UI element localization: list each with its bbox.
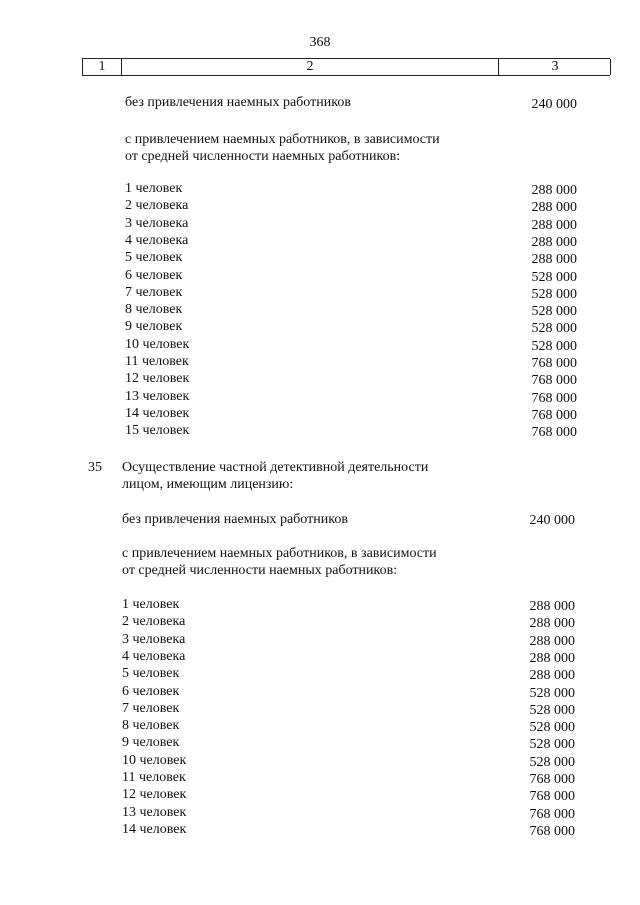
worker-count-value: 768 000 xyxy=(529,823,575,839)
column-header-1: 1 xyxy=(82,59,122,75)
worker-count-value: 288 000 xyxy=(529,668,575,684)
worker-count-label: 11 человек xyxy=(125,354,189,369)
item-title-line-2: лицом, имеющим лицензию: xyxy=(122,477,294,492)
without-workers-value: 240 000 xyxy=(531,97,577,112)
worker-count-value: 288 000 xyxy=(529,633,575,649)
worker-count-label: 2 человека xyxy=(122,614,186,630)
worker-count-value: 768 000 xyxy=(531,356,577,371)
column-header-3: 3 xyxy=(500,59,611,75)
worker-count-label: 11 человек xyxy=(122,770,186,785)
worker-count-value: 528 000 xyxy=(531,338,577,354)
worker-count-value: 528 000 xyxy=(531,304,577,320)
worker-count-value: 528 000 xyxy=(529,720,575,736)
worker-count-value: 768 000 xyxy=(531,390,577,406)
worker-count-label: 7 человек xyxy=(125,284,183,300)
with-workers-line-1-b: с привлечением наемных работников, в зависимости xyxy=(122,546,437,561)
worker-count-label: 14 человек xyxy=(122,821,187,837)
without-workers-label: без привлечения наемных работников xyxy=(125,95,351,110)
worker-count-value: 528 000 xyxy=(531,269,577,285)
worker-count-label: 9 человек xyxy=(125,319,183,335)
worker-count-label: 6 человек xyxy=(122,683,180,699)
worker-count-label: 5 человек xyxy=(122,666,180,682)
worker-count-value: 528 000 xyxy=(529,737,575,753)
worker-count-label: 13 человек xyxy=(122,804,187,820)
worker-count-value: 528 000 xyxy=(529,702,575,718)
item-number: 35 xyxy=(88,460,102,475)
worker-count-label: 10 человек xyxy=(122,752,187,768)
page-number: 368 xyxy=(309,35,331,50)
worker-count-value: 288 000 xyxy=(531,234,577,250)
worker-count-label: 10 человек xyxy=(125,336,190,352)
worker-count-label: 9 человек xyxy=(122,735,180,751)
worker-count-value: 528 000 xyxy=(529,685,575,701)
worker-count-value: 768 000 xyxy=(531,373,577,389)
worker-count-label: 8 человек xyxy=(122,718,180,734)
with-workers-line-1: с привлечением наемных работников, в зависимости xyxy=(125,132,440,147)
worker-count-label: 7 человек xyxy=(122,700,180,716)
with-workers-line-2-b: от средней численности наемных работников: xyxy=(122,563,398,578)
worker-count-label: 5 человек xyxy=(125,250,183,266)
with-workers-line-2: от средней численности наемных работников: xyxy=(125,149,401,164)
worker-count-value: 288 000 xyxy=(529,616,575,632)
worker-count-value: 768 000 xyxy=(531,425,577,441)
worker-count-label: 12 человек xyxy=(122,787,187,803)
worker-count-label: 6 человек xyxy=(125,267,183,283)
worker-count-label: 1 человек xyxy=(122,597,180,612)
worker-count-label: 1 человек xyxy=(125,181,183,196)
item-title-line-1: Осуществление частной детективной деятельности xyxy=(122,460,429,475)
worker-count-label: 3 человека xyxy=(122,631,186,647)
worker-count-value: 768 000 xyxy=(529,772,575,787)
worker-count-label: 15 человек xyxy=(125,423,190,439)
worker-count-value: 288 000 xyxy=(529,599,575,614)
table-header xyxy=(82,58,610,76)
worker-count-value: 768 000 xyxy=(529,806,575,822)
worker-count-value: 288 000 xyxy=(529,650,575,666)
worker-count-value: 528 000 xyxy=(531,286,577,302)
worker-count-value: 528 000 xyxy=(529,754,575,770)
worker-count-value: 528 000 xyxy=(531,321,577,337)
worker-count-label: 2 человека xyxy=(125,198,189,214)
worker-count-value: 288 000 xyxy=(531,200,577,216)
worker-count-value: 768 000 xyxy=(529,789,575,805)
worker-count-label: 4 человека xyxy=(122,648,186,664)
without-workers-value-2: 240 000 xyxy=(529,513,575,528)
worker-count-label: 13 человек xyxy=(125,388,190,404)
without-workers-label-2: без привлечения наемных работников xyxy=(122,512,348,527)
worker-count-value: 768 000 xyxy=(531,407,577,423)
worker-count-label: 4 человека xyxy=(125,232,189,248)
worker-count-value: 288 000 xyxy=(531,217,577,233)
worker-count-label: 8 человек xyxy=(125,302,183,318)
worker-count-label: 3 человека xyxy=(125,215,189,231)
worker-count-label: 14 человек xyxy=(125,405,190,421)
worker-count-value: 288 000 xyxy=(531,252,577,268)
worker-count-label: 12 человек xyxy=(125,371,190,387)
column-header-2: 2 xyxy=(122,59,499,75)
worker-count-value: 288 000 xyxy=(531,183,577,198)
